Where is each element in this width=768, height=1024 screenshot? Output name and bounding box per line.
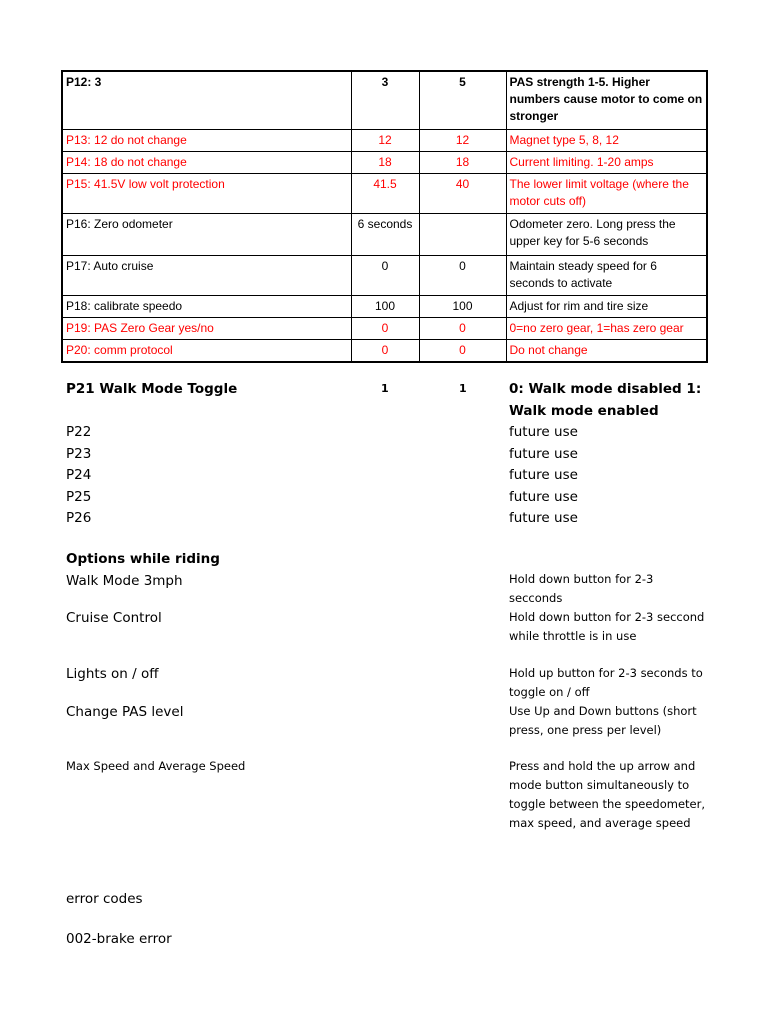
walk-mode-desc: Hold down button for 2-3 secconds: [509, 572, 654, 605]
p24-desc: future use: [509, 467, 578, 483]
description-cell: Magnet type 5, 8, 12: [506, 129, 707, 151]
value-1-cell: 0: [351, 255, 419, 295]
lights-label: Lights on / off: [66, 666, 159, 682]
param-cell: P16: Zero odometer: [62, 213, 351, 255]
description-cell: Adjust for rim and tire size: [506, 295, 707, 317]
param-cell: P18: calibrate speedo: [62, 295, 351, 317]
pas-level-desc: Use Up and Down buttons (short press, one press per level): [509, 704, 697, 737]
param-cell: P15: 41.5V low volt protection: [62, 173, 351, 213]
parameter-table-body: [62, 71, 707, 362]
value-2-cell: 5: [419, 71, 506, 129]
description-cell: The lower limit voltage (where the motor cuts off): [506, 173, 707, 213]
param-cell: P12: 3: [62, 71, 351, 129]
cruise-control-desc: Hold down button for 2-3 seccond while throttle is in use: [509, 610, 705, 643]
walk-mode-label: Walk Mode 3mph: [66, 573, 183, 589]
p21-value-2: 1: [459, 382, 467, 395]
p23-desc: future use: [509, 446, 578, 462]
param-cell: P20: comm protocol: [62, 339, 351, 362]
p24-label: P24: [66, 467, 92, 483]
p22-desc: future use: [509, 424, 578, 440]
description-cell: Current limiting. 1-20 amps: [506, 151, 707, 173]
param-cell: P19: PAS Zero Gear yes/no: [62, 317, 351, 339]
error-codes-heading: error codes: [66, 891, 143, 907]
param-cell: P17: Auto cruise: [62, 255, 351, 295]
cruise-control-label: Cruise Control: [66, 610, 162, 626]
max-speed-desc: Press and hold the up arrow and mode button simultaneously to toggle between the speedometer, max speed, and average speed: [509, 759, 706, 830]
lights-desc: Hold up button for 2-3 seconds to toggle on / off: [509, 666, 703, 699]
table-row: [62, 173, 707, 213]
value-2-cell: 100: [419, 295, 506, 317]
p25-desc: future use: [509, 489, 578, 505]
value-1-cell: 0: [351, 339, 419, 362]
value-1-cell: 12: [351, 129, 419, 151]
table-row: [62, 295, 707, 317]
p23-label: P23: [66, 446, 92, 462]
p21-desc-line2: Walk mode enabled: [509, 403, 659, 419]
value-2-cell: 18: [419, 151, 506, 173]
value-2-cell: 0: [419, 339, 506, 362]
description-cell: Odometer zero. Long press the upper key for 5-6 seconds: [506, 213, 707, 255]
p21-label: P21 Walk Mode Toggle: [66, 381, 238, 397]
p21-value-1: 1: [381, 382, 389, 395]
table-row: [62, 129, 707, 151]
table-row: [62, 71, 707, 129]
value-2-cell: 40: [419, 173, 506, 213]
description-cell: PAS strength 1-5. Higher numbers cause motor to come on stronger: [506, 71, 707, 129]
value-2-cell: 0: [419, 317, 506, 339]
value-1-cell: 0: [351, 317, 419, 339]
value-1-cell: 6 seconds: [351, 213, 419, 255]
description-cell: Maintain steady speed for 6 seconds to activate: [506, 255, 707, 295]
error-code-002: 002-brake error: [66, 931, 172, 947]
value-2-cell: 0: [419, 255, 506, 295]
value-2-cell: [419, 213, 506, 255]
table-row: [62, 339, 707, 362]
value-1-cell: 3: [351, 71, 419, 129]
max-speed-label: Max Speed and Average Speed: [66, 759, 246, 773]
param-cell: P14: 18 do not change: [62, 151, 351, 173]
description-cell: 0=no zero gear, 1=has zero gear: [506, 317, 707, 339]
options-heading: Options while riding: [66, 551, 220, 567]
value-1-cell: 100: [351, 295, 419, 317]
value-1-cell: 41.5: [351, 173, 419, 213]
table-row: [62, 151, 707, 173]
parameter-table: [61, 70, 708, 363]
table-row: [62, 255, 707, 295]
p26-label: P26: [66, 510, 92, 526]
pas-level-label: Change PAS level: [66, 704, 184, 720]
param-cell: P13: 12 do not change: [62, 129, 351, 151]
value-1-cell: 18: [351, 151, 419, 173]
p21-desc-line1: 0: Walk mode disabled 1:: [509, 381, 702, 397]
p22-label: P22: [66, 424, 92, 440]
p25-label: P25: [66, 489, 92, 505]
value-2-cell: 12: [419, 129, 506, 151]
table-row: [62, 213, 707, 255]
description-cell: Do not change: [506, 339, 707, 362]
table-row: [62, 317, 707, 339]
p26-desc: future use: [509, 510, 578, 526]
